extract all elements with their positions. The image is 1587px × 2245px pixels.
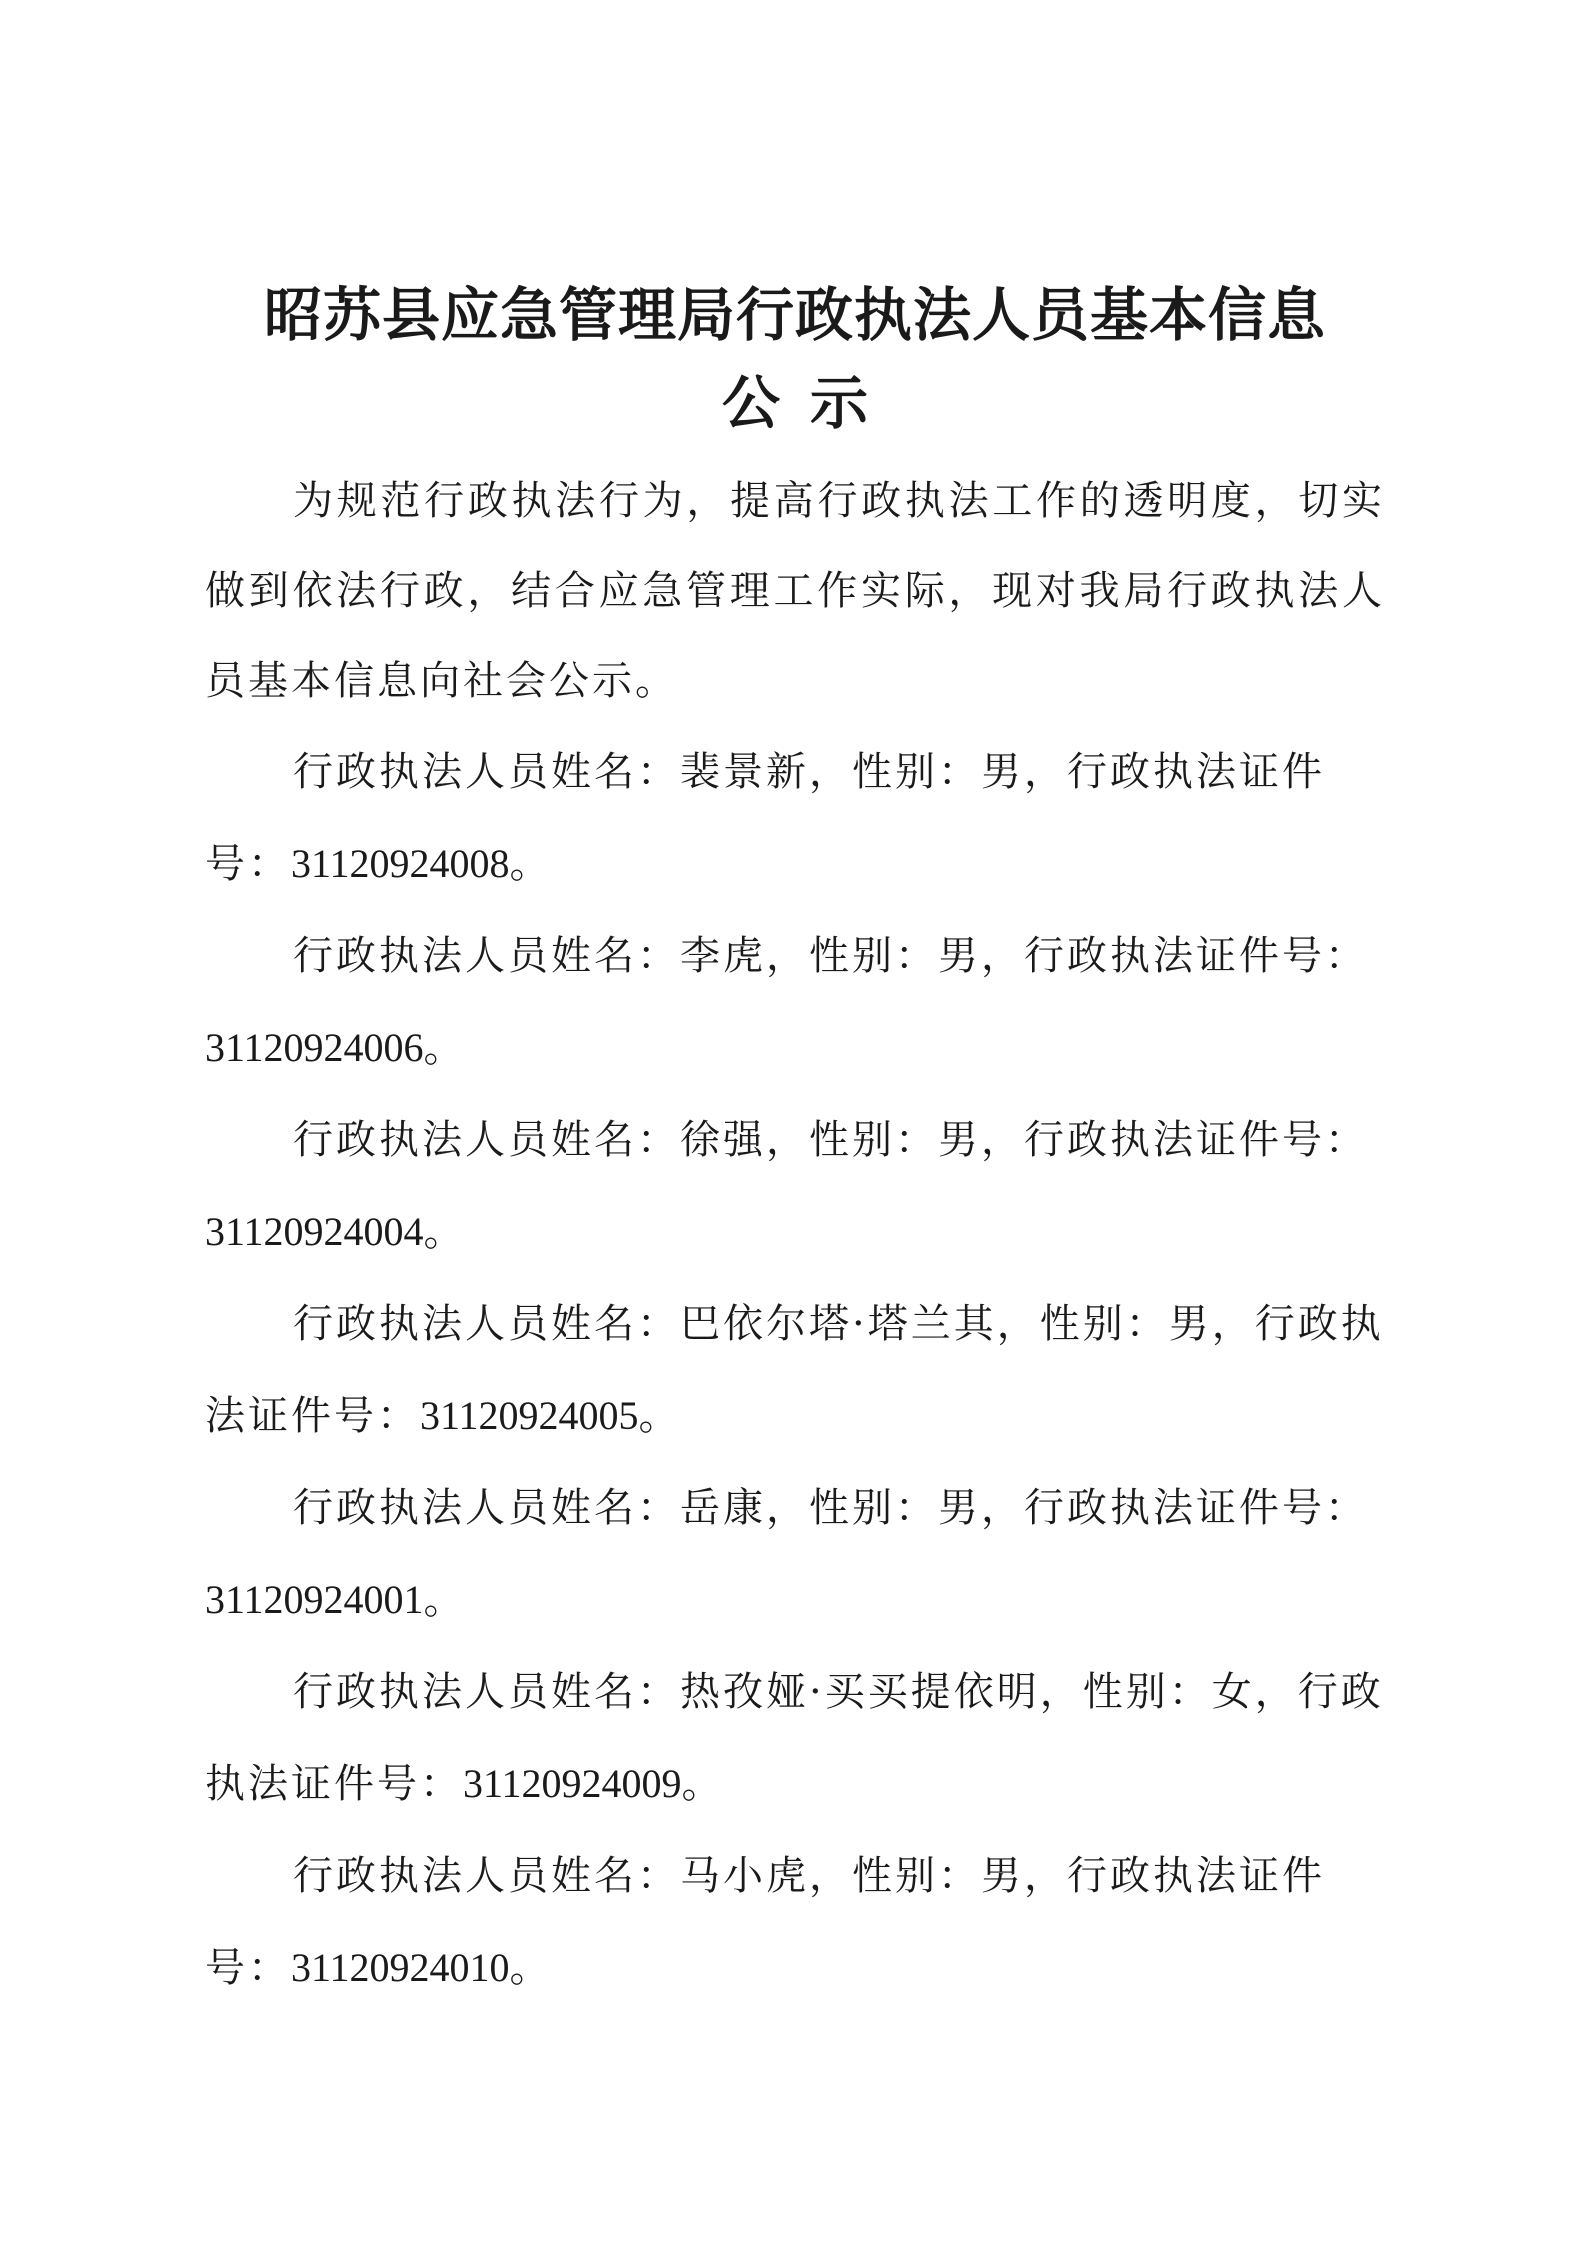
officer-name: 马小虎 (680, 1853, 809, 1899)
officer-name: 裴景新 (680, 749, 809, 795)
entry-prefix: 行政执法人员姓名： (293, 1301, 680, 1347)
certificate-number: 31120924008 (291, 841, 510, 886)
entry-prefix: 行政执法人员姓名： (293, 933, 680, 979)
certificate-label: ，行政执法证件号： (981, 1485, 1368, 1531)
gender-label: ，性别： (766, 1117, 938, 1163)
entry-end: 。 (423, 1025, 467, 1071)
document-subtitle: 公示 (721, 369, 898, 437)
officer-entry (205, 910, 1385, 1094)
officer-gender: 男 (981, 749, 1024, 795)
officer-entry (205, 1278, 1385, 1462)
officer-gender: 男 (1168, 1301, 1212, 1347)
officer-gender: 男 (938, 1485, 981, 1531)
certificate-number: 31120924006 (205, 1025, 424, 1070)
officer-entry (205, 726, 1385, 910)
entry-prefix: 行政执法人员姓名： (293, 1485, 680, 1531)
certificate-number: 31120924010 (291, 1945, 510, 1990)
officer-entry (205, 1830, 1385, 2014)
gender-label: ，性别： (809, 1853, 981, 1899)
officer-name: 徐强 (680, 1117, 766, 1163)
officer-entry (205, 1462, 1385, 1646)
officer-name: 岳康 (680, 1485, 766, 1531)
gender-label: ，性别： (996, 1301, 1169, 1347)
entry-end: 。 (423, 1577, 467, 1623)
entry-end: 。 (423, 1209, 467, 1255)
entry-prefix: 行政执法人员姓名： (293, 1669, 680, 1715)
document-page (205, 270, 1385, 2014)
entry-end: 。 (509, 1945, 553, 1991)
certificate-label: ，行政执法证件号： (981, 1117, 1368, 1163)
certificate-label: ，行政执法证件号： (205, 1853, 1325, 1991)
entry-prefix: 行政执法人员姓名： (293, 1117, 680, 1163)
officer-gender: 男 (981, 1853, 1024, 1899)
officer-name: 巴依尔塔·塔兰其 (680, 1301, 997, 1347)
entry-end: 。 (509, 841, 553, 887)
entry-prefix: 行政执法人员姓名： (293, 1853, 680, 1899)
certificate-label: ，行政执法证件号： (205, 1669, 1384, 1807)
certificate-number: 31120924009 (463, 1761, 682, 1806)
certificate-label: ，行政执法证件号： (205, 1301, 1384, 1439)
officer-gender: 男 (938, 1117, 981, 1163)
intro-paragraph: 为规范行政执法行为，提高行政执法工作的透明度，切实做到依法行政，结合应急管理工作实际，现对我局行政执法人员基本信息向社会公示。 (205, 478, 1385, 704)
entry-end: 。 (681, 1761, 725, 1807)
officer-list (205, 726, 1385, 2014)
certificate-label: ，行政执法证件号： (981, 933, 1368, 979)
entry-end: 。 (638, 1393, 682, 1439)
officer-gender: 女 (1211, 1669, 1255, 1715)
entry-prefix: 行政执法人员姓名： (293, 749, 680, 795)
certificate-label: ，行政执法证件号： (205, 749, 1325, 887)
officer-name: 李虎 (680, 933, 766, 979)
certificate-number: 31120924004 (205, 1209, 424, 1254)
officer-entry (205, 1094, 1385, 1278)
certificate-number: 31120924005 (420, 1393, 639, 1438)
officer-name: 热孜娅·买买提依明 (680, 1669, 1040, 1715)
gender-label: ，性别： (766, 933, 938, 979)
gender-label: ，性别： (809, 749, 981, 795)
document-title: 昭苏县应急管理局行政执法人员基本信息 (263, 281, 1326, 349)
gender-label: ，性别： (1039, 1669, 1212, 1715)
officer-entry (205, 1646, 1385, 1830)
gender-label: ，性别： (766, 1485, 938, 1531)
certificate-number: 31120924001 (205, 1577, 424, 1622)
officer-gender: 男 (938, 933, 981, 979)
